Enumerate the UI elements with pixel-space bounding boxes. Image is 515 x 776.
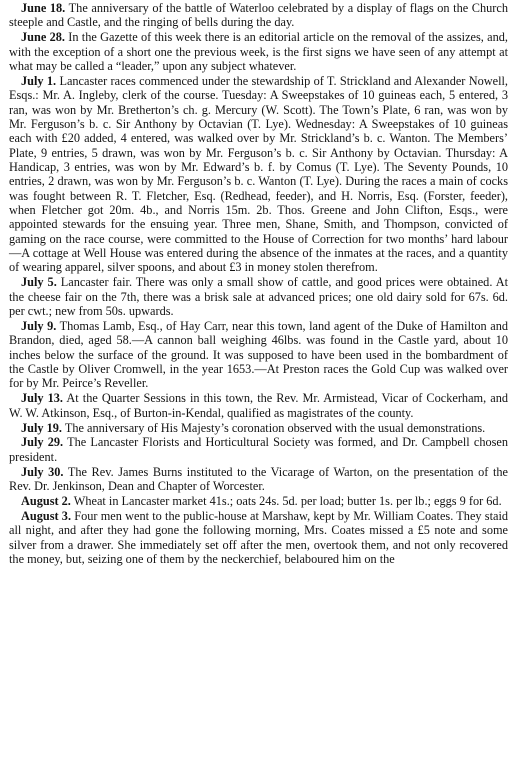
entry-date: August 3.	[21, 508, 72, 523]
entry-text: Lancaster races commenced under the stewardship of T. Strickland and Alexander Nowell, Esqs.: Mr. A. Ingleby, clerk of the course. Tuesday: A Sweepstakes of 10 guineas each, 5 entered, 3 ran, was won by Mr. Bretherton’s ch. g. Mercury (W. Scott). The Town’s Plate, 6 ran, was won by Mr. Ferguson’s b. c. Sir Anthony by Octavian (T. Lye). Wednesday: A Sweepstakes of 10 guineas each with £20 added, 4 entered, was walked over by Mr. Strickland’s b. c. Wanton. The Members’ Plate, 9 entries, 5 drawn, was won by Mr. Ferguson’s b. c. Sir Anthony by Octavian. Thursday: A Handicap, 3 entries, was won by Mr. Edward’s b. f. by Comus (T. Lye). The Seventy Pounds, 10 entries, 2 drawn, was won by Mr. Ferguson’s b. c. Wanton (T. Lye). During the races a main of cocks was fought between R. T. Fletcher, Esq. (Redhead, feeder), and H. Norris, Esq. (Forster, feeder), when Fletcher got 20m. 4b., and Norris 15m. 2b. Thos. Greene and John Clifton, Esqs., were appointed stewards for the ensuing year. Three men, Shane, Smith, and Thompson, convicted of gaming on the race course, were committed to the House of Correction for two months’ hard labour —A cottage at Well House was entered during the absence of the inmates at the races, and a quantity of wearing apparel, silver spoons, and about £3 in money stolen therefrom.	[9, 73, 509, 275]
entry-date: July 13.	[21, 391, 64, 406]
entry-date: June 28.	[21, 30, 65, 45]
entry-date: July 9.	[21, 318, 57, 333]
entry-date: July 5.	[21, 275, 57, 290]
entry-text: Lancaster fair. There was only a small show of cattle, and good prices were obtained. At the cheese fair on the 7th, there was a brisk sale at advanced prices; one old dairy sold for 67s. 6d. per cwt.; new from 50s. upwards.	[9, 275, 509, 318]
entry-date: July 29.	[21, 435, 64, 450]
entry-july-19	[9, 421, 508, 435]
entry-august-2	[9, 494, 508, 508]
entry-july-5	[9, 275, 508, 318]
entry-june-18	[9, 1, 508, 30]
entry-text: The anniversary of the battle of Waterloo celebrated by a display of flags on the Church steeple and Castle, and the ringing of bells during the day.	[9, 1, 508, 30]
entry-july-1	[9, 74, 508, 275]
entry-date: June 18.	[21, 1, 66, 15]
entry-august-3	[9, 509, 508, 566]
entry-date: August 2.	[21, 494, 71, 509]
entry-text: The Rev. James Burns instituted to the Vicarage of Warton, on the presentation of the Rev. Dr. Jenkinson, Dean and Chapter of Worcester.	[9, 464, 508, 494]
entry-text: The Lancaster Florists and Horticultural Society was formed, and Dr. Campbell chosen president.	[9, 435, 509, 464]
entry-text: At the Quarter Sessions in this town, the Rev. Mr. Armistead, Vicar of Cockerham, and W. W. Atkinson, Esq., of Burton-in-Kendal, qualified as magistrates of the county.	[9, 391, 509, 420]
entry-july-29	[9, 435, 508, 464]
entry-text: The anniversary of His Majesty’s coronation observed with the usual demonstrations.	[64, 420, 486, 435]
entry-july-30	[9, 465, 508, 494]
entry-date: July 19.	[21, 420, 62, 435]
entry-date: July 30.	[21, 464, 64, 479]
entry-date: July 1.	[21, 73, 57, 88]
entry-text: In the Gazette of this week there is an editorial article on the removal of the assizes, and, with the exception of a short one the previous week, is the first signs we have seen of any attempt at what may be called a “leader,” upon any subject whatever.	[9, 30, 508, 73]
entry-july-9	[9, 319, 508, 391]
entry-text: Wheat in Lancaster market 41s.; oats 24s. 5d. per load; butter 1s. per lb.; eggs 9 for 6d.	[73, 494, 502, 509]
entry-july-13	[9, 391, 508, 420]
entry-text: Thomas Lamb, Esq., of Hay Carr, near this town, land agent of the Duke of Hamilton and Brandon, died, aged 58.—A cannon ball weighing 46lbs. was found in the Castle yard, about 10 inches below the surface of the ground. It was supposed to have been used in the bombardment of the Castle by Oliver Cromwell, in the year 1653.—At Preston races the Gold Cup was walked over for by Mr. Peirce’s Reveller.	[9, 318, 508, 391]
entry-text: Four men went to the public-house at Marshaw, kept by Mr. William Coates. They staid all night, and after they had gone the following morning, Mrs. Coates missed a £5 note and some silver from a drawer. She immediately set off after the men, overtook them, and not only recovered the money, but, seizing one of them by the neckerchief, belaboured him on the	[9, 508, 509, 566]
entry-june-28	[9, 30, 508, 73]
